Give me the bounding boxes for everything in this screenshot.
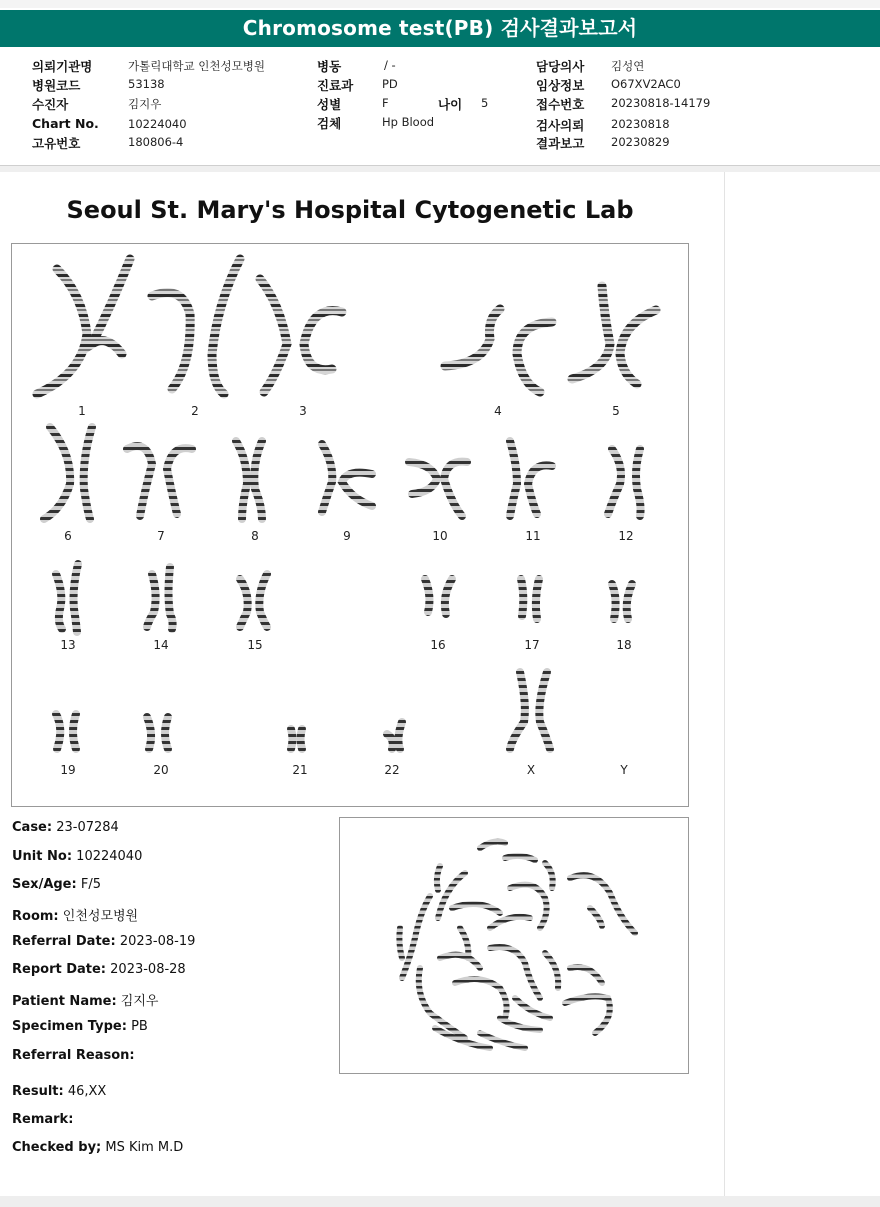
field-referral-date — [12, 934, 195, 949]
chromosome-label-16: 16 — [430, 638, 446, 652]
info-value-ward: / - — [384, 58, 396, 72]
field-result-label: Result: — [12, 1084, 64, 1099]
chromosome-label-5: 5 — [612, 404, 620, 418]
chromosome-label-10: 10 — [432, 529, 448, 543]
info-label-report-date: 결과보고 — [536, 136, 585, 151]
info-label-hospital-code: 병원코드 — [32, 78, 81, 93]
field-room — [12, 905, 138, 924]
info-label-department: 진료과 — [317, 78, 354, 93]
info-label-request-date: 검사의뢰 — [536, 118, 585, 133]
field-unit-no-label: Unit No: — [12, 849, 73, 864]
field-report-date-label: Report Date: — [12, 962, 107, 977]
chromosome-label-13: 13 — [60, 638, 76, 652]
chromosome-label-12: 12 — [618, 529, 634, 543]
field-case-value: 23-07284 — [56, 820, 119, 835]
chromosome-label-21: 21 — [292, 763, 308, 777]
info-label-doctor: 담당의사 — [536, 59, 585, 74]
field-room-label: Room: — [12, 909, 59, 924]
chromosome-label-y: Y — [620, 763, 628, 777]
field-sex-age-value: F/5 — [80, 877, 101, 892]
field-patient-name-value: 김지우 — [120, 994, 159, 1009]
field-remark-label: Remark: — [12, 1112, 74, 1127]
chromosome-label-18: 18 — [616, 638, 632, 652]
chromosome-label-1: 1 — [78, 404, 86, 418]
info-value-patient: 김지우 — [128, 97, 162, 111]
bottom-strip — [0, 1196, 880, 1207]
info-label-sex: 성별 — [317, 97, 342, 112]
field-case-label: Case: — [12, 820, 53, 835]
field-patient-name-label: Patient Name: — [12, 994, 117, 1009]
patient-info-panel — [0, 47, 880, 166]
info-value-clinical-info: O67XV2AC0 — [611, 77, 681, 91]
info-value-department: PD — [382, 77, 398, 91]
field-referral-date-value: 2023-08-19 — [119, 934, 196, 949]
field-specimen-type — [12, 1019, 148, 1034]
info-value-doctor: 김성연 — [611, 59, 645, 73]
karyotype-image — [11, 243, 689, 807]
field-report-date — [12, 962, 186, 977]
field-checked-by-value: MS Kim M.D — [105, 1140, 184, 1155]
field-result-value: 46,XX — [67, 1084, 107, 1099]
chromosome-label-20: 20 — [153, 763, 169, 777]
info-value-chart-no: 10224040 — [128, 117, 187, 131]
chromosome-label-8: 8 — [251, 529, 259, 543]
chromosome-label-9: 9 — [343, 529, 351, 543]
info-value-specimen: Hp Blood — [382, 115, 435, 129]
info-label-patient: 수진자 — [32, 97, 69, 112]
chromosome-label-4: 4 — [494, 404, 502, 418]
info-value-receipt-no: 20230818-14179 — [611, 96, 711, 110]
field-unit-no-value: 10224040 — [76, 849, 143, 864]
lab-title: Seoul St. Mary's Hospital Cytogenetic Lab — [66, 196, 634, 224]
info-label-institution: 의뢰기관명 — [32, 59, 93, 74]
info-label-clinical-info: 임상정보 — [536, 78, 585, 93]
chromosome-label-2: 2 — [191, 404, 199, 418]
field-referral-date-label: Referral Date: — [12, 934, 116, 949]
chromosome-label-22: 22 — [384, 763, 400, 777]
chromosome-label-x: X — [526, 763, 536, 777]
info-value-age: 5 — [481, 96, 489, 110]
blank-side-area — [725, 172, 880, 1197]
info-value-hospital-code: 53138 — [128, 77, 165, 91]
field-patient-name — [12, 990, 158, 1009]
info-label-chart-no: Chart No. — [32, 116, 99, 131]
chromosome-label-15: 15 — [247, 638, 263, 652]
metaphase-chromosomes — [340, 818, 688, 1073]
field-referral-reason-label: Referral Reason: — [12, 1048, 135, 1063]
info-label-age: 나이 — [438, 97, 463, 112]
report-banner-title: Chromosome test(PB) 검사결과보고서 — [0, 10, 880, 47]
field-sex-age-label: Sex/Age: — [12, 877, 77, 892]
info-label-specimen: 검체 — [317, 116, 342, 131]
metaphase-spread-image — [339, 817, 689, 1074]
info-value-unique-no: 180806-4 — [128, 135, 184, 149]
field-checked-by-label: Checked by; — [12, 1140, 102, 1155]
chromosome-label-19: 19 — [60, 763, 76, 777]
field-room-value: 인천성모병원 — [62, 909, 139, 924]
chromosome-label-7: 7 — [157, 529, 165, 543]
field-sex-age — [12, 877, 101, 892]
field-remark — [12, 1112, 73, 1127]
chromosome-label-17: 17 — [524, 638, 540, 652]
top-strip — [0, 0, 880, 8]
field-result — [12, 1084, 106, 1099]
field-referral-reason — [12, 1048, 135, 1063]
field-checked-by — [12, 1140, 183, 1155]
chromosome-label-11: 11 — [525, 529, 541, 543]
field-case — [12, 820, 119, 835]
chromosome-label-3: 3 — [299, 404, 307, 418]
info-label-unique-no: 고유번호 — [32, 136, 81, 151]
chromosome-label-14: 14 — [153, 638, 169, 652]
field-unit-no — [12, 849, 142, 864]
info-label-ward: 병동 — [317, 59, 342, 74]
info-value-request-date: 20230818 — [611, 117, 670, 131]
karyotype-chromosomes — [12, 244, 688, 806]
info-label-receipt-no: 접수번호 — [536, 97, 585, 112]
field-specimen-type-label: Specimen Type: — [12, 1019, 127, 1034]
chromosome-label-6: 6 — [64, 529, 72, 543]
info-value-report-date: 20230829 — [611, 135, 670, 149]
info-value-sex: F — [382, 96, 389, 110]
field-specimen-type-value: PB — [131, 1019, 148, 1034]
info-value-institution: 가톨릭대학교 인천성모병원 — [128, 59, 265, 73]
field-report-date-value: 2023-08-28 — [110, 962, 186, 977]
